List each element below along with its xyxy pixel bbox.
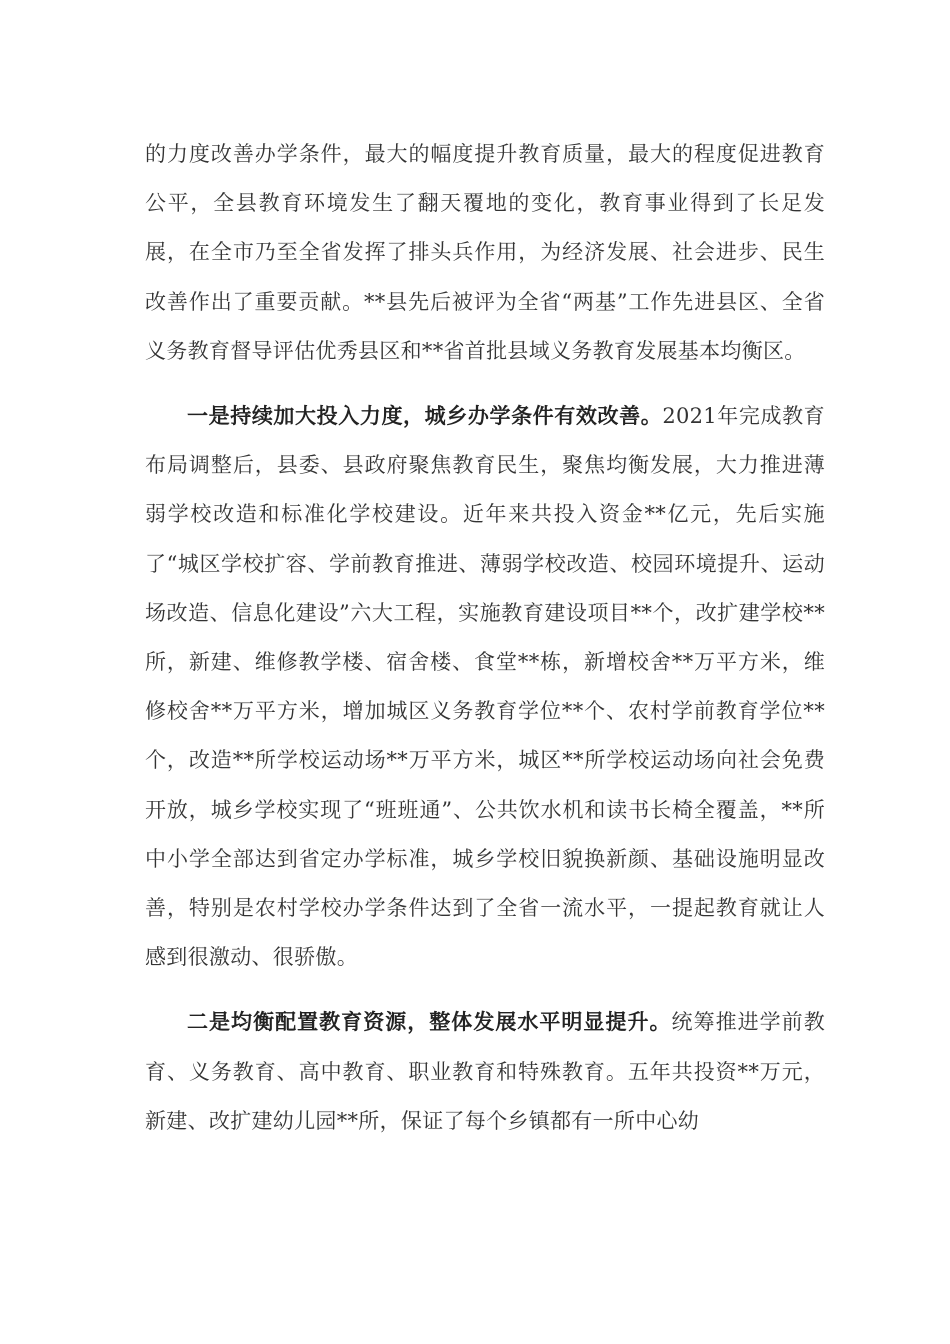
paragraph-investment (145, 391, 825, 982)
document-body (145, 130, 825, 1161)
paragraph-resources (145, 997, 825, 1146)
paragraph-text: 2021年完成教育布局调整后，县委、县政府聚焦教育民生，聚焦均衡发展，大力推进薄弱学校改造和标准化学校建设。近年来共投入资金**亿元，先后实施了“城区学校扩容、学前教育推进、薄弱学校改造、校园环境提升、运动场改造、信息化建设”六大工程，实施教育建设项目**个，改扩建学校**所，新建、维修教学楼、宿舍楼、食堂**栋，新增校舍**万平方米，维修校舍**万平方米，增加城区义务教育学位**个、农村学前教育学位**个，改造**所学校运动场**万平方米，城区**所学校运动场向社会免费开放，城乡学校实现了“班班通”、公共饮水机和读书长椅全覆盖，**所中小学全部达到省定办学标准，城乡学校旧貌换新颜、基础设施明显改善，特别是农村学校办学条件达到了全省一流水平，一提起教育就让人感到很激动、很骄傲。 (145, 404, 825, 970)
paragraph-text: 的力度改善办学条件，最大的幅度提升教育质量，最大的程度促进教育公平，全县教育环境发生了翻天覆地的变化，教育事业得到了长足发展，在全市乃至全省发挥了排头兵作用，为经济发展、社会进步、民生改善作出了重要贡献。**县先后被评为全省“两基”工作先进县区、全省义务教育督导评估优秀县区和**省首批县域义务教育发展基本均衡区。 (145, 142, 825, 363)
paragraph-lead: 一是持续加大投入力度，城乡办学条件有效改善。 (187, 403, 663, 429)
paragraph-text: 统筹推进学前教育、义务教育、高中教育、职业教育和特殊教育。五年共投资**万元，新建、改扩建幼儿园**所，保证了每个乡镇都有一所中心幼 (145, 1010, 825, 1133)
paragraph-lead: 二是均衡配置教育资源，整体发展水平明显提升。 (187, 1009, 672, 1035)
paragraph-continuation (145, 130, 825, 376)
